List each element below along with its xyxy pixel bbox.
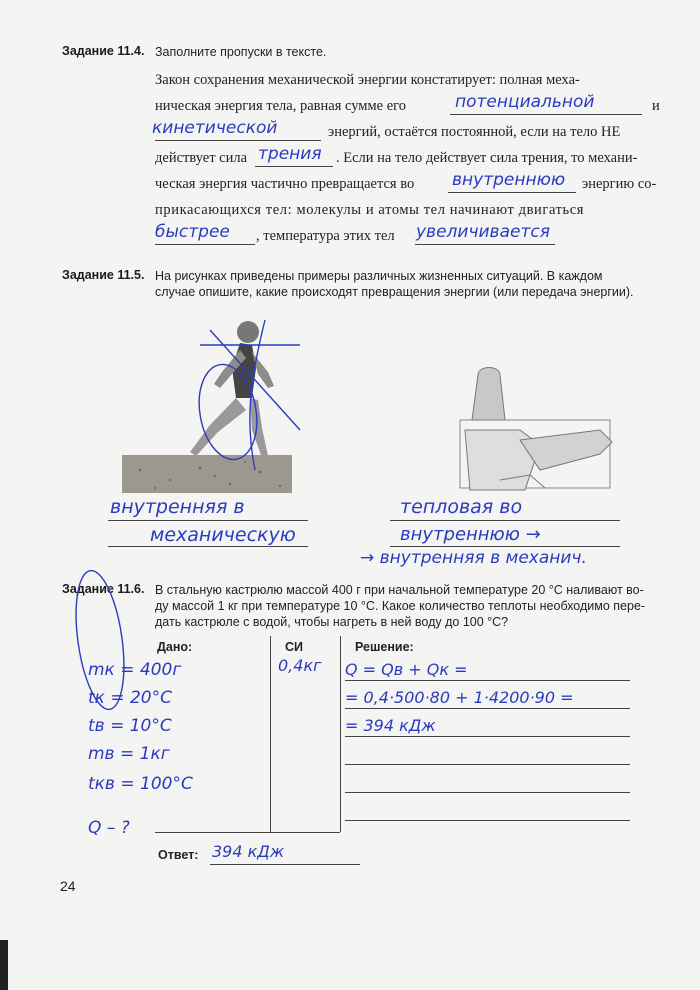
- page-number: 24: [60, 878, 76, 894]
- answer-internal: внутреннюю: [452, 170, 566, 190]
- task-11-6-heading: Задание 11.6.: [62, 582, 145, 596]
- task-11-6-text2: ду массой 1 кг при температуре 10 °С. Какое количество теплоты необходимо пере-: [155, 599, 646, 613]
- task-11-4-line4b: . Если на тело действует сила трения, то механи-: [336, 150, 638, 166]
- given-item-2: tк = 20°С: [88, 688, 172, 708]
- given-item-4: mв = 1кг: [88, 744, 170, 764]
- answer-potential: потенциальной: [455, 92, 595, 112]
- task-11-4-line6: прикасающихся тел: молекулы и атомы тел начинают двигаться: [155, 202, 585, 218]
- task-11-4-line4a: действует сила: [155, 150, 248, 166]
- task-11-6-text3: дать кастрюле с водой, чтобы нагреть в ней воду до 100 °С?: [155, 615, 509, 629]
- task-11-5-text1: На рисунках приведены примеры различных жизненных ситуаций. В каждом: [155, 269, 603, 283]
- si-value: 0,4кг: [278, 656, 322, 675]
- task-11-4-line2a: ническая энергия тела, равная сумме его: [155, 98, 406, 114]
- task-11-4-line1: Закон сохранения механической энергии констатирует: полная меха-: [155, 72, 580, 88]
- given-item-1: mк = 400г: [88, 660, 182, 680]
- task-11-4-heading: Задание 11.4.: [62, 44, 145, 58]
- task-11-6-text1: В стальную кастрюлю массой 400 г при начальной температуре 20 °С наливают во-: [155, 583, 644, 597]
- answer-right-3: → внутренняя в механич.: [360, 548, 587, 568]
- solution-line-1: Q = Qв + Qк =: [345, 660, 468, 679]
- solution-line-3: = 394 кДж: [345, 716, 436, 735]
- task-11-4-line5a: ческая энергия частично превращается во: [155, 176, 415, 192]
- task-11-4-line2b: и: [652, 98, 660, 114]
- answer-right-2: внутреннюю →: [400, 524, 541, 545]
- answer-label: Ответ:: [158, 848, 199, 862]
- task-11-4-line7b: , температура этих тел: [256, 228, 395, 244]
- task-11-4-line3b: энергий, остаётся постоянной, если на тело НЕ: [328, 124, 621, 140]
- solution-line-2: = 0,4·500·80 + 1·4200·90 =: [345, 688, 574, 707]
- given-item-6: Q – ?: [88, 818, 130, 838]
- answer-left-1: внутренняя в: [110, 496, 245, 518]
- task-11-5-heading: Задание 11.5.: [62, 268, 145, 282]
- task-11-4-intro: Заполните пропуски в тексте.: [155, 45, 327, 59]
- si-label: СИ: [285, 640, 304, 654]
- answer-faster: быстрее: [155, 222, 230, 242]
- answer-kinetic: кинетической: [152, 118, 278, 138]
- given-item-3: tв = 10°С: [88, 716, 172, 736]
- answer-left-2: механическую: [150, 524, 296, 546]
- solution-label: Решение:: [355, 640, 414, 654]
- answer-increases: увеличивается: [416, 222, 550, 242]
- answer-value: 394 кДж: [212, 842, 285, 861]
- task-11-4-line5b: энергию со-: [582, 176, 657, 192]
- given-label: Дано:: [157, 640, 193, 654]
- scan-edge: [0, 940, 8, 990]
- answer-friction: трения: [258, 144, 322, 164]
- answer-right-1: тепловая во: [400, 496, 523, 518]
- task-11-5-text2: случае опишите, какие происходят превращения энергии (или передача энергии).: [155, 285, 634, 299]
- given-item-5: tкв = 100°С: [88, 774, 193, 794]
